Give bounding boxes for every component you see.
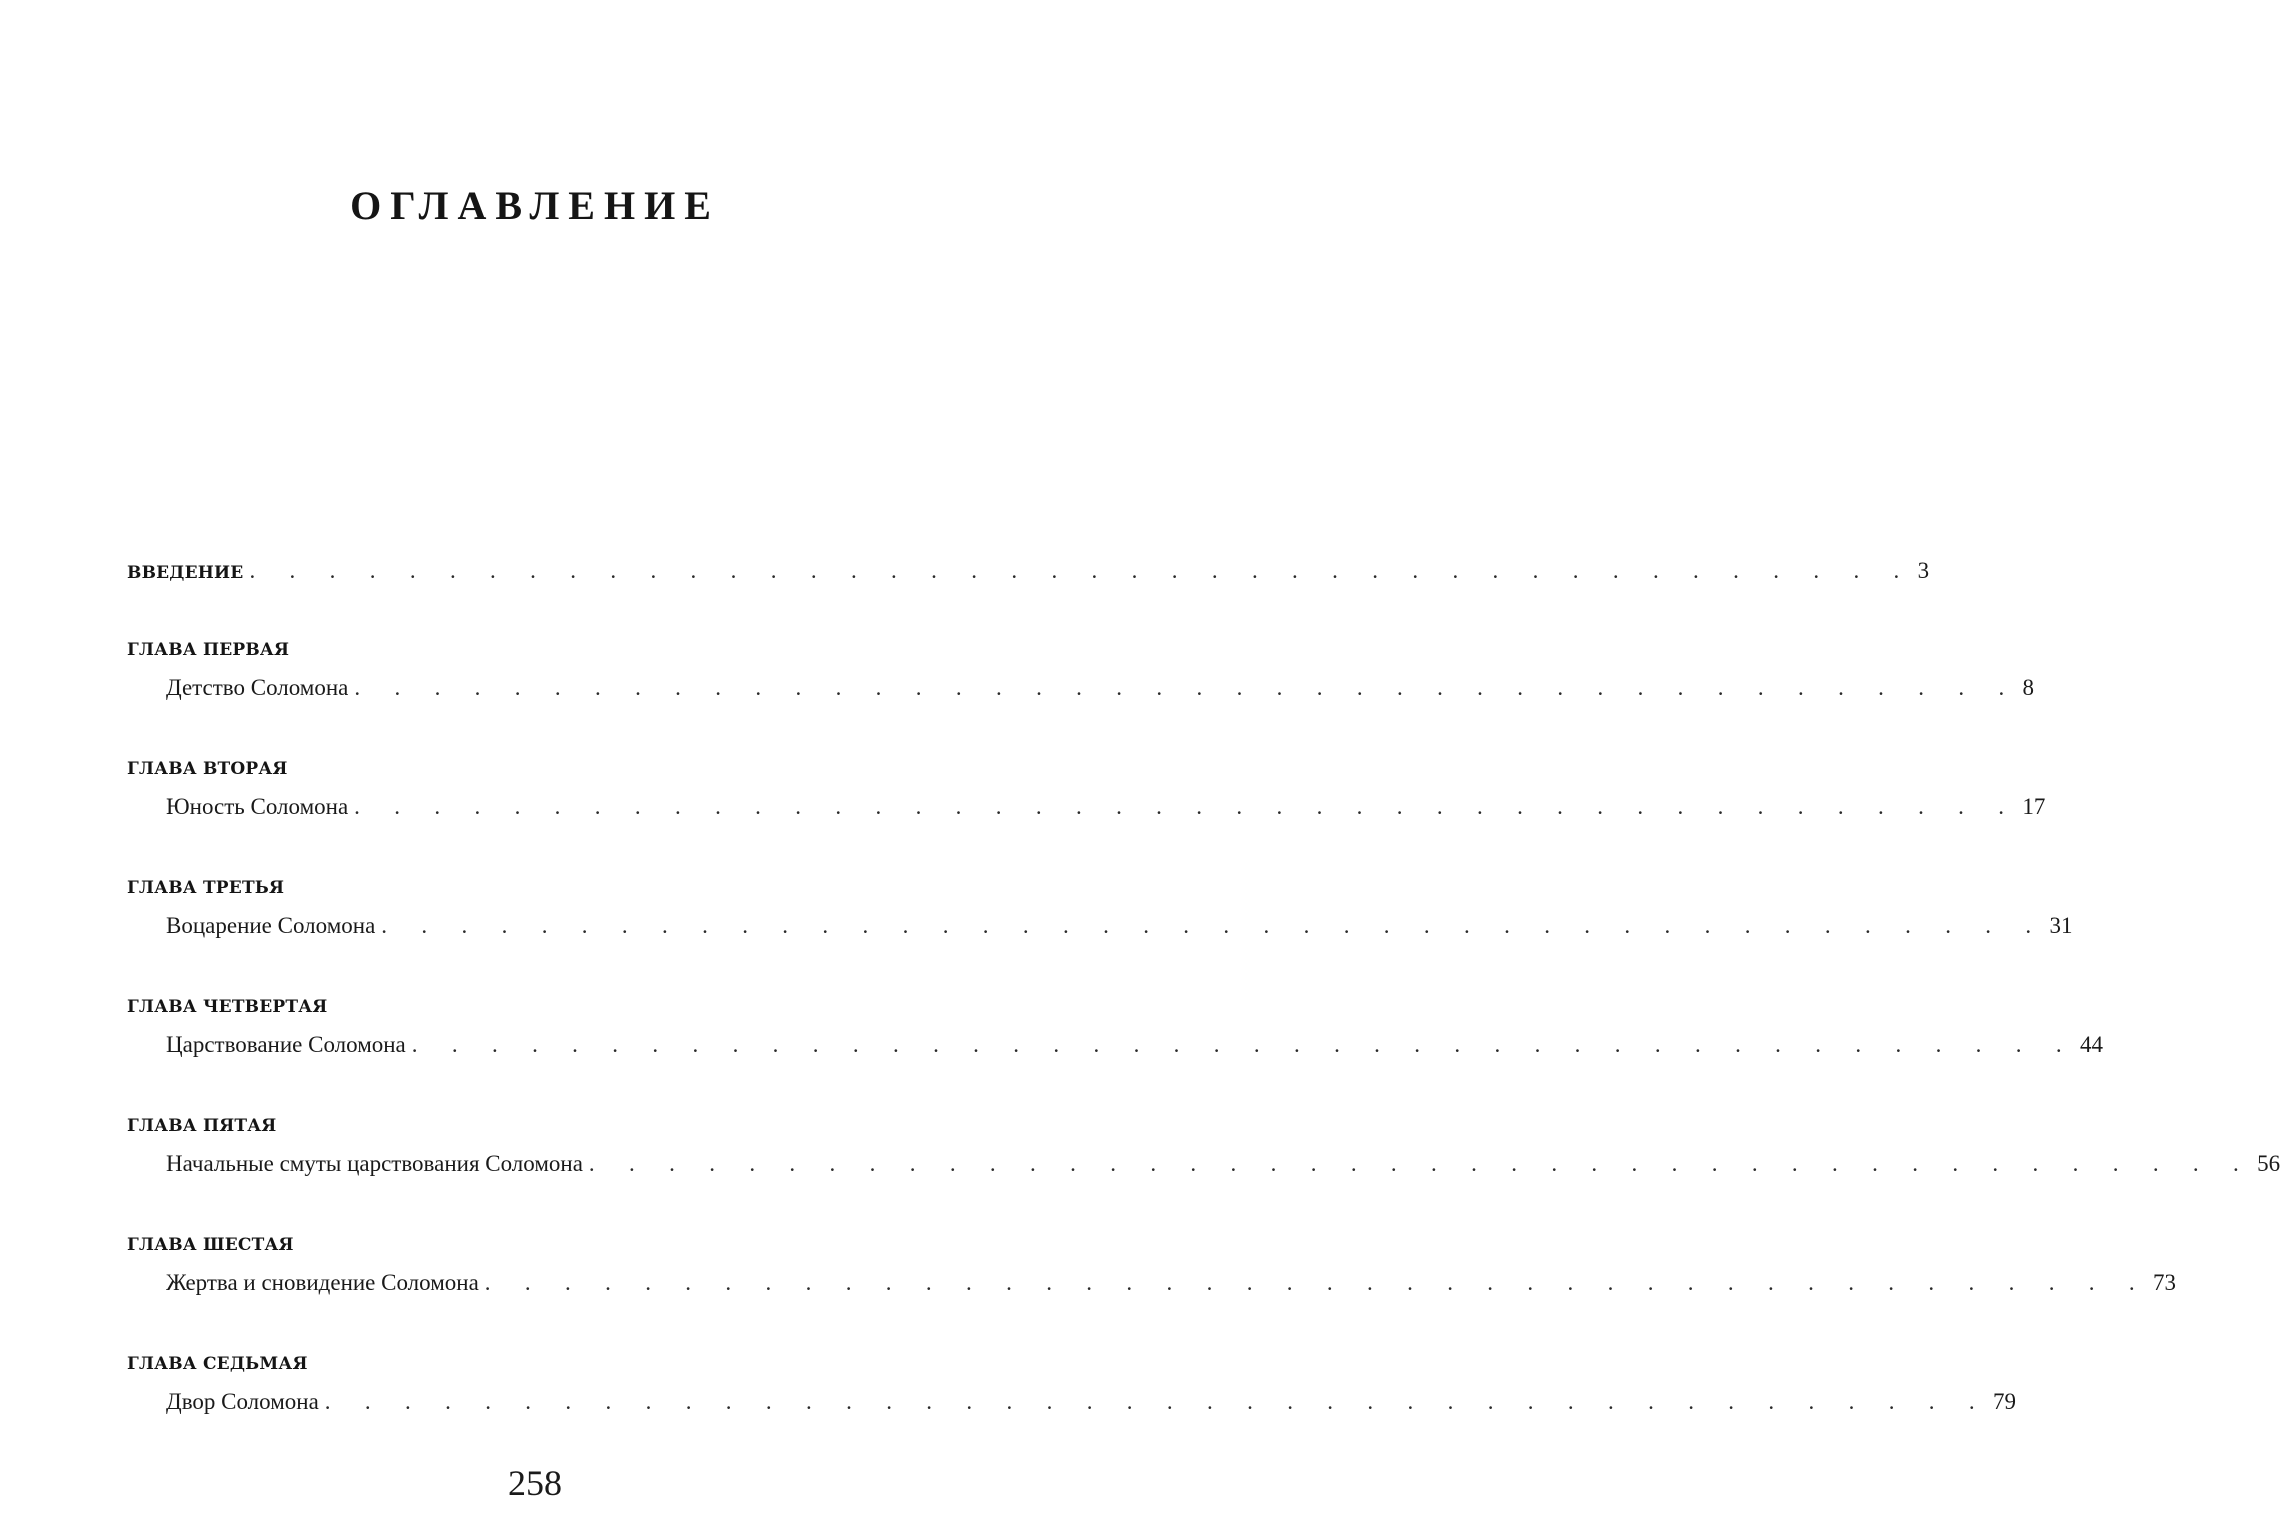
- dot-leader: . . . . . . . . . . . . . . . . . . . . . . . . . . . . . . . . . . . . . . . . . .: [324, 1389, 1989, 1414]
- dot-leader: . . . . . . . . . . . . . . . . . . . . . . . . . . . . . . . . . . . . . . . . . .: [354, 794, 2019, 819]
- chapter-title: Жертва и сновидение Соломона: [166, 1270, 479, 1295]
- chapter-heading: ГЛАВА ПЕРВАЯ: [127, 640, 290, 660]
- chapter-title: Воцарение Соломона: [166, 913, 376, 938]
- toc-entry-chapter-4: [166, 1032, 2103, 1058]
- page-number: 31: [2049, 913, 2073, 938]
- page-number: 3: [1917, 558, 1930, 583]
- page-number: 44: [2079, 1032, 2103, 1057]
- page-folio: 258: [508, 1463, 562, 1503]
- chapter-title: Царствование Соломона: [166, 1032, 406, 1057]
- page-number: 73: [2152, 1270, 2176, 1295]
- toc-entry-chapter-1: [166, 675, 2035, 701]
- chapter-heading: ГЛАВА ВТОРАЯ: [127, 759, 288, 779]
- dot-leader: . . . . . . . . . . . . . . . . . . . . . . . . . . . . . . . . . . . . . . . . . .: [411, 1032, 2076, 1057]
- introduction-label: ВВЕДЕНИЕ: [127, 563, 244, 583]
- toc-entry-chapter-5: [166, 1151, 2280, 1177]
- chapter-heading: ГЛАВА ПЯТАЯ: [127, 1116, 277, 1136]
- toc-entry-chapter-2: [166, 794, 2046, 820]
- chapter-title: Двор Соломона: [166, 1389, 319, 1414]
- chapter-heading: ГЛАВА СЕДЬМАЯ: [127, 1354, 308, 1374]
- chapter-heading: ГЛАВА ЧЕТВЕРТАЯ: [127, 997, 328, 1017]
- dot-leader: . . . . . . . . . . . . . . . . . . . . . . . . . . . . . . . . . . . . . . . . . .: [249, 558, 1914, 583]
- dot-leader: . . . . . . . . . . . . . . . . . . . . . . . . . . . . . . . . . . . . . . . . . .: [588, 1151, 2254, 1176]
- toc-entry-chapter-6: [166, 1270, 2176, 1296]
- chapter-title: Юность Соломона: [166, 794, 349, 819]
- page-number: 8: [2022, 675, 2035, 700]
- page-number: 56: [2257, 1151, 2280, 1176]
- toc-entry-introduction: [127, 558, 1930, 584]
- toc-entry-chapter-3: [166, 913, 2073, 939]
- dot-leader: . . . . . . . . . . . . . . . . . . . . . . . . . . . . . . . . . . . . . . . . . .: [484, 1270, 2149, 1295]
- chapter-heading: ГЛАВА ШЕСТАЯ: [127, 1235, 294, 1255]
- page-title: ОГЛАВЛЕНИЕ: [350, 183, 720, 228]
- chapter-title: Детство Соломона: [166, 675, 349, 700]
- dot-leader: . . . . . . . . . . . . . . . . . . . . . . . . . . . . . . . . . . . . . . . . . .: [354, 675, 2019, 700]
- toc-entry-chapter-7: [166, 1389, 2016, 1415]
- chapter-heading: ГЛАВА ТРЕТЬЯ: [127, 878, 285, 898]
- page-number: 17: [2022, 794, 2046, 819]
- page-number: 79: [1992, 1389, 2016, 1414]
- chapter-title: Начальные смуты царствования Соломона: [166, 1151, 583, 1176]
- dot-leader: . . . . . . . . . . . . . . . . . . . . . . . . . . . . . . . . . . . . . . . . . .: [381, 913, 2046, 938]
